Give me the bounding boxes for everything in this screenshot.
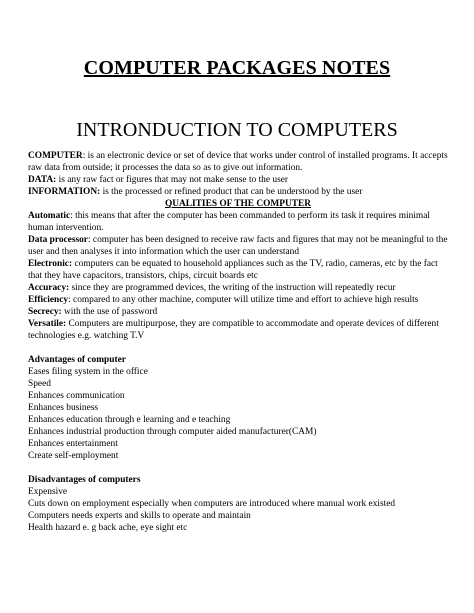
advantage-item: Enhances education through e learning and e teaching — [28, 415, 231, 425]
quality-term: Electronic: — [28, 259, 73, 269]
document-title: COMPUTER PACKAGES NOTES — [83, 57, 391, 79]
section-title: INTRONDUCTION TO COMPUTERS — [76, 119, 398, 141]
document-body — [28, 150, 448, 534]
quality-text: Computers are multipurpose, they are compatible to accommodate and operate devices of different technologies e.g. watching T.V — [28, 319, 439, 341]
quality-term: Efficiency — [28, 295, 69, 305]
quality-term: Versatile: — [28, 319, 67, 329]
quality-text: : this means that after the computer has been commanded to perform its task it requires minimal human intervention. — [28, 211, 430, 233]
quality-text: : computer has been designed to receive raw facts and figures that may not be meaningful to the user and then analyses it into information which the user can understand — [28, 235, 448, 257]
advantages-heading — [28, 354, 448, 366]
advantage-item: Enhances entertainment — [28, 439, 118, 449]
quality-efficiency — [28, 294, 448, 306]
definition-data — [28, 174, 448, 186]
quality-text: : compared to any other machine, computer will utilize time and effort to achieve high results — [68, 295, 419, 305]
definition-term: COMPUTER — [28, 151, 83, 161]
advantage-item: Enhances communication — [28, 391, 125, 401]
quality-secrecy — [28, 306, 448, 318]
quality-automatic — [28, 210, 448, 234]
quality-term: Data processor — [28, 235, 88, 245]
definition-text: is the processed or refined product that can be understood by the user — [100, 187, 363, 197]
disadvantage-item: Computers needs experts and skills to operate and maintain — [28, 511, 251, 521]
disadvantages-heading-text: Disadvantages of computers — [28, 475, 141, 485]
definition-term: DATA: — [28, 175, 57, 185]
quality-text: since they are programmed devices, the writing of the instruction will repeatedly recur — [69, 283, 396, 293]
advantages-heading-text: Advantages of computer — [28, 355, 126, 365]
advantage-item: Create self-employment — [28, 451, 119, 461]
quality-term: Secrecy: — [28, 307, 62, 317]
disadvantage-item: Cuts down on employment especially when computers are introduced where manual work existed — [28, 499, 396, 509]
advantage-item: Speed — [28, 379, 51, 389]
quality-text: computers can be equated to household appliances such as the TV, radio, cameras, etc by the fact that they have capacitors, transistors, chips, circuit boards etc — [28, 259, 438, 281]
quality-accuracy — [28, 282, 448, 294]
quality-data-processor — [28, 234, 448, 258]
quality-versatile — [28, 318, 448, 342]
definition-text: : is an electronic device or set of device that works under control of installed programs. It accepts raw data from outside; it processes the data so as to give out information. — [28, 151, 448, 173]
advantage-item: Enhances industrial production through computer aided manufacturer(CAM) — [28, 427, 317, 437]
definition-term: INFORMATION: — [28, 187, 101, 197]
disadvantage-item: Health hazard e. g back ache, eye sight etc — [28, 523, 188, 533]
definition-information — [28, 186, 448, 198]
spacer — [28, 462, 448, 474]
quality-text: with the use of password — [61, 307, 158, 317]
spacer — [28, 342, 448, 354]
quality-term: Automatic — [28, 211, 71, 221]
advantage-item: Eases filing system in the office — [28, 367, 148, 377]
disadvantages-heading — [28, 474, 448, 486]
qualities-heading: QUALITIES OF THE COMPUTER — [164, 199, 312, 209]
quality-electronic — [28, 258, 448, 282]
definition-text: is any raw fact or figures that may not make sense to the user — [56, 175, 288, 185]
advantage-item: Enhances business — [28, 403, 99, 413]
disadvantage-item: Expensive — [28, 487, 68, 497]
quality-term: Accuracy: — [28, 283, 70, 293]
definition-computer — [28, 150, 448, 174]
